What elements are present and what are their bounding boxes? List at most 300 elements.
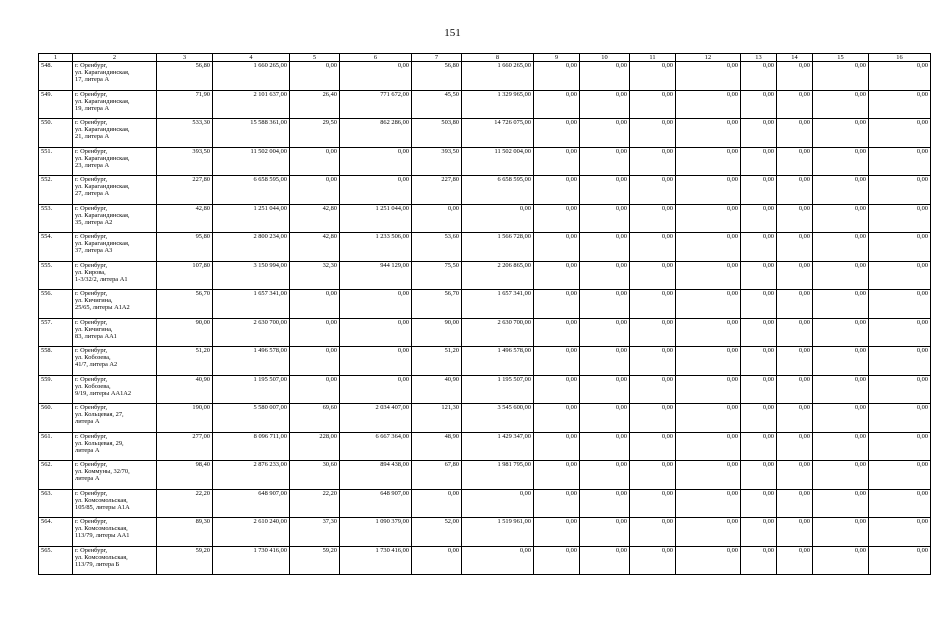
address-line: ул. Карагандинская, [75, 154, 130, 162]
value-cell-col-16: 0,00 [869, 318, 931, 347]
value-cell-col-11: 0,00 [630, 290, 676, 319]
value-cell-col-9: 0,00 [534, 347, 580, 376]
value-cell-col-15: 0,00 [813, 176, 869, 205]
row-number: 557. [39, 318, 73, 347]
value-cell-col-14: 0,00 [777, 290, 813, 319]
value-cell-col-4: 648 907,00 [213, 489, 290, 518]
value-cell-col-4: 1 195 507,00 [213, 375, 290, 404]
address-line: ул. Комсомольская, [75, 525, 128, 533]
value-cell-col-9: 0,00 [534, 404, 580, 433]
value-cell-col-11: 0,00 [630, 347, 676, 376]
value-cell-col-10: 0,00 [580, 347, 630, 376]
value-cell-col-14: 0,00 [777, 176, 813, 205]
value-cell-col-5: 26,40 [290, 90, 340, 119]
value-cell-col-11: 0,00 [630, 318, 676, 347]
value-cell-col-8: 1 660 265,00 [462, 62, 534, 91]
value-cell-col-8: 1 519 961,00 [462, 518, 534, 547]
address-line: г. Оренбург, [75, 176, 108, 183]
value-cell-col-13: 0,00 [741, 204, 777, 233]
value-cell-col-16: 0,00 [869, 489, 931, 518]
value-cell-col-6: 648 907,00 [340, 489, 412, 518]
table-row [39, 233, 931, 262]
value-cell-col-6: 1 233 506,00 [340, 233, 412, 262]
value-cell-col-3: 90,00 [157, 318, 213, 347]
row-number: 565. [39, 546, 73, 575]
value-cell-col-11: 0,00 [630, 546, 676, 575]
value-cell-col-6: 0,00 [340, 147, 412, 176]
value-cell-col-4: 11 502 004,00 [213, 147, 290, 176]
value-cell-col-4: 2 876 233,00 [213, 461, 290, 490]
value-cell-col-3: 393,50 [157, 147, 213, 176]
address-line: г. Оренбург, [75, 62, 108, 69]
value-cell-col-15: 0,00 [813, 90, 869, 119]
value-cell-col-6: 0,00 [340, 290, 412, 319]
value-cell-col-11: 0,00 [630, 233, 676, 262]
address-line: 23, литера А [75, 161, 110, 169]
value-cell-col-16: 0,00 [869, 404, 931, 433]
value-cell-col-3: 190,00 [157, 404, 213, 433]
value-cell-col-14: 0,00 [777, 518, 813, 547]
value-cell-col-8: 3 545 600,00 [462, 404, 534, 433]
value-cell-col-7: 51,20 [412, 347, 462, 376]
page-number: 151 [444, 27, 461, 39]
value-cell-col-15: 0,00 [813, 147, 869, 176]
column-header: 2 [73, 54, 157, 62]
value-cell-col-11: 0,00 [630, 461, 676, 490]
value-cell-col-6: 0,00 [340, 176, 412, 205]
row-number: 556. [39, 290, 73, 319]
row-number: 561. [39, 432, 73, 461]
value-cell-col-15: 0,00 [813, 119, 869, 148]
register-table [38, 53, 931, 575]
value-cell-col-16: 0,00 [869, 204, 931, 233]
address-cell [73, 62, 157, 91]
value-cell-col-12: 0,00 [676, 461, 741, 490]
value-cell-col-3: 89,30 [157, 518, 213, 547]
value-cell-col-9: 0,00 [534, 375, 580, 404]
value-cell-col-5: 30,60 [290, 461, 340, 490]
address-line: г. Оренбург, [75, 90, 108, 98]
column-header: 10 [580, 54, 630, 62]
row-number: 564. [39, 518, 73, 547]
value-cell-col-15: 0,00 [813, 489, 869, 518]
value-cell-col-16: 0,00 [869, 119, 931, 148]
value-cell-col-4: 3 150 994,00 [213, 261, 290, 290]
table-row [39, 546, 931, 575]
value-cell-col-3: 277,00 [157, 432, 213, 461]
column-header: 1 [39, 54, 73, 62]
value-cell-col-12: 0,00 [676, 489, 741, 518]
value-cell-col-6: 2 034 407,00 [340, 404, 412, 433]
value-cell-col-10: 0,00 [580, 546, 630, 575]
column-header: 5 [290, 54, 340, 62]
value-cell-col-8: 1 566 728,00 [462, 233, 534, 262]
address-cell [73, 290, 157, 319]
value-cell-col-8: 0,00 [462, 489, 534, 518]
value-cell-col-4: 1 496 578,00 [213, 347, 290, 376]
value-cell-col-7: 52,00 [412, 518, 462, 547]
table-row [39, 375, 931, 404]
value-cell-col-10: 0,00 [580, 62, 630, 91]
value-cell-col-8: 1 657 341,00 [462, 290, 534, 319]
value-cell-col-13: 0,00 [741, 518, 777, 547]
value-cell-col-14: 0,00 [777, 375, 813, 404]
value-cell-col-11: 0,00 [630, 404, 676, 433]
value-cell-col-13: 0,00 [741, 119, 777, 148]
table-body [39, 62, 931, 575]
address-cell [73, 347, 157, 376]
value-cell-col-16: 0,00 [869, 518, 931, 547]
address-line: ул. Кобозева, [75, 354, 111, 362]
column-header: 15 [813, 54, 869, 62]
table-row [39, 518, 931, 547]
value-cell-col-9: 0,00 [534, 461, 580, 490]
value-cell-col-12: 0,00 [676, 318, 741, 347]
address-line: г. Оренбург, [75, 546, 108, 554]
value-cell-col-8: 0,00 [462, 546, 534, 575]
value-cell-col-14: 0,00 [777, 261, 813, 290]
value-cell-col-7: 53,60 [412, 233, 462, 262]
address-line: ул. Карагандинская, [75, 211, 130, 219]
value-cell-col-11: 0,00 [630, 204, 676, 233]
value-cell-col-16: 0,00 [869, 347, 931, 376]
address-line: г. Оренбург, [75, 375, 108, 383]
value-cell-col-12: 0,00 [676, 90, 741, 119]
value-cell-col-3: 107,80 [157, 261, 213, 290]
address-line: ул. Кирова, [75, 268, 106, 276]
value-cell-col-3: 22,20 [157, 489, 213, 518]
table-row [39, 347, 931, 376]
value-cell-col-12: 0,00 [676, 375, 741, 404]
value-cell-col-10: 0,00 [580, 176, 630, 205]
address-line: г. Оренбург, [75, 204, 108, 212]
value-cell-col-13: 0,00 [741, 233, 777, 262]
column-header: 6 [340, 54, 412, 62]
value-cell-col-5: 0,00 [290, 147, 340, 176]
address-line: ул. Карагандинская, [75, 240, 130, 248]
address-line: 37, литера А3 [75, 247, 113, 255]
value-cell-col-4: 2 610 240,00 [213, 518, 290, 547]
value-cell-col-9: 0,00 [534, 147, 580, 176]
address-line: ул. Карагандинская, [75, 69, 130, 77]
table-row [39, 147, 931, 176]
value-cell-col-8: 1 981 795,00 [462, 461, 534, 490]
value-cell-col-14: 0,00 [777, 347, 813, 376]
column-header: 4 [213, 54, 290, 62]
address-line: ул. Кольцевая, 27, [75, 411, 124, 419]
address-line: г. Оренбург, [75, 404, 108, 411]
value-cell-col-16: 0,00 [869, 90, 931, 119]
value-cell-col-9: 0,00 [534, 233, 580, 262]
value-cell-col-12: 0,00 [676, 518, 741, 547]
value-cell-col-11: 0,00 [630, 90, 676, 119]
row-number: 550. [39, 119, 73, 148]
value-cell-col-13: 0,00 [741, 176, 777, 205]
value-cell-col-7: 227,80 [412, 176, 462, 205]
row-number: 562. [39, 461, 73, 490]
value-cell-col-15: 0,00 [813, 318, 869, 347]
address-cell [73, 318, 157, 347]
value-cell-col-5: 42,80 [290, 204, 340, 233]
value-cell-col-6: 944 129,00 [340, 261, 412, 290]
value-cell-col-4: 15 588 361,00 [213, 119, 290, 148]
address-line: г. Оренбург, [75, 347, 108, 354]
value-cell-col-9: 0,00 [534, 489, 580, 518]
value-cell-col-8: 2 630 700,00 [462, 318, 534, 347]
address-cell [73, 147, 157, 176]
value-cell-col-7: 0,00 [412, 546, 462, 575]
value-cell-col-13: 0,00 [741, 290, 777, 319]
value-cell-col-14: 0,00 [777, 461, 813, 490]
value-cell-col-14: 0,00 [777, 204, 813, 233]
value-cell-col-9: 0,00 [534, 204, 580, 233]
value-cell-col-14: 0,00 [777, 233, 813, 262]
value-cell-col-9: 0,00 [534, 432, 580, 461]
address-line: г. Оренбург, [75, 461, 108, 468]
value-cell-col-3: 533,30 [157, 119, 213, 148]
address-line: литера А [75, 418, 100, 426]
address-cell [73, 119, 157, 148]
address-line: г. Оренбург, [75, 432, 108, 440]
value-cell-col-14: 0,00 [777, 119, 813, 148]
column-header: 8 [462, 54, 534, 62]
value-cell-col-15: 0,00 [813, 204, 869, 233]
table-row [39, 119, 931, 148]
row-number: 563. [39, 489, 73, 518]
value-cell-col-3: 40,90 [157, 375, 213, 404]
value-cell-col-16: 0,00 [869, 546, 931, 575]
column-header: 3 [157, 54, 213, 62]
address-line: ул. Комсомольская, [75, 553, 128, 561]
address-line: ул. Коммуны, 32/70, [75, 468, 130, 476]
value-cell-col-15: 0,00 [813, 62, 869, 91]
address-cell [73, 489, 157, 518]
value-cell-col-12: 0,00 [676, 62, 741, 91]
address-line: г. Оренбург, [75, 147, 108, 155]
value-cell-col-12: 0,00 [676, 204, 741, 233]
value-cell-col-10: 0,00 [580, 432, 630, 461]
column-header: 11 [630, 54, 676, 62]
value-cell-col-7: 56,70 [412, 290, 462, 319]
value-cell-col-14: 0,00 [777, 90, 813, 119]
value-cell-col-9: 0,00 [534, 290, 580, 319]
address-cell [73, 261, 157, 290]
value-cell-col-15: 0,00 [813, 375, 869, 404]
column-header: 16 [869, 54, 931, 62]
value-cell-col-10: 0,00 [580, 318, 630, 347]
value-cell-col-16: 0,00 [869, 461, 931, 490]
value-cell-col-13: 0,00 [741, 404, 777, 433]
value-cell-col-7: 45,50 [412, 90, 462, 119]
address-line: г. Оренбург, [75, 233, 108, 240]
row-number: 552. [39, 176, 73, 205]
address-line: г. Оренбург, [75, 518, 108, 525]
address-cell [73, 90, 157, 119]
address-line: ул. Кичигина, [75, 297, 113, 305]
value-cell-col-6: 0,00 [340, 62, 412, 91]
address-line: 27, литера А [75, 190, 110, 198]
value-cell-col-12: 0,00 [676, 119, 741, 148]
value-cell-col-7: 56,80 [412, 62, 462, 91]
value-cell-col-7: 40,90 [412, 375, 462, 404]
value-cell-col-4: 8 096 711,00 [213, 432, 290, 461]
value-cell-col-5: 37,30 [290, 518, 340, 547]
value-cell-col-9: 0,00 [534, 318, 580, 347]
address-line: 17, литера А [75, 76, 110, 84]
value-cell-col-11: 0,00 [630, 432, 676, 461]
value-cell-col-3: 59,20 [157, 546, 213, 575]
address-line: ул. Карагандинская, [75, 126, 130, 134]
address-line: ул. Карагандинская, [75, 183, 130, 191]
value-cell-col-8: 1 429 347,00 [462, 432, 534, 461]
value-cell-col-13: 0,00 [741, 489, 777, 518]
value-cell-col-5: 0,00 [290, 375, 340, 404]
value-cell-col-4: 1 657 341,00 [213, 290, 290, 319]
table-row [39, 489, 931, 518]
table-row [39, 176, 931, 205]
value-cell-col-7: 393,50 [412, 147, 462, 176]
value-cell-col-9: 0,00 [534, 546, 580, 575]
address-line: 19, литера А [75, 104, 110, 112]
value-cell-col-10: 0,00 [580, 261, 630, 290]
value-cell-col-7: 0,00 [412, 489, 462, 518]
value-cell-col-9: 0,00 [534, 119, 580, 148]
value-cell-col-12: 0,00 [676, 290, 741, 319]
value-cell-col-10: 0,00 [580, 518, 630, 547]
value-cell-col-13: 0,00 [741, 375, 777, 404]
value-cell-col-5: 59,20 [290, 546, 340, 575]
value-cell-col-5: 0,00 [290, 176, 340, 205]
address-cell [73, 546, 157, 575]
address-line: 1-3/32/2, литера А1 [75, 275, 128, 283]
value-cell-col-11: 0,00 [630, 119, 676, 148]
value-cell-col-15: 0,00 [813, 461, 869, 490]
value-cell-col-15: 0,00 [813, 404, 869, 433]
column-header: 9 [534, 54, 580, 62]
value-cell-col-5: 0,00 [290, 290, 340, 319]
value-cell-col-16: 0,00 [869, 261, 931, 290]
value-cell-col-12: 0,00 [676, 432, 741, 461]
row-number: 555. [39, 261, 73, 290]
address-line: 25/65, литеры А1А2 [75, 304, 130, 312]
value-cell-col-5: 22,20 [290, 489, 340, 518]
value-cell-col-14: 0,00 [777, 147, 813, 176]
value-cell-col-10: 0,00 [580, 90, 630, 119]
value-cell-col-3: 56,80 [157, 62, 213, 91]
value-cell-col-10: 0,00 [580, 489, 630, 518]
value-cell-col-5: 0,00 [290, 318, 340, 347]
address-cell [73, 233, 157, 262]
value-cell-col-9: 0,00 [534, 261, 580, 290]
value-cell-col-12: 0,00 [676, 147, 741, 176]
value-cell-col-5: 69,60 [290, 404, 340, 433]
value-cell-col-9: 0,00 [534, 176, 580, 205]
value-cell-col-6: 771 672,00 [340, 90, 412, 119]
value-cell-col-12: 0,00 [676, 546, 741, 575]
value-cell-col-3: 227,80 [157, 176, 213, 205]
value-cell-col-4: 1 730 416,00 [213, 546, 290, 575]
value-cell-col-3: 71,90 [157, 90, 213, 119]
value-cell-col-4: 1 251 044,00 [213, 204, 290, 233]
value-cell-col-14: 0,00 [777, 404, 813, 433]
column-header: 7 [412, 54, 462, 62]
value-cell-col-3: 56,70 [157, 290, 213, 319]
value-cell-col-6: 0,00 [340, 318, 412, 347]
value-cell-col-10: 0,00 [580, 375, 630, 404]
value-cell-col-13: 0,00 [741, 147, 777, 176]
value-cell-col-12: 0,00 [676, 233, 741, 262]
value-cell-col-7: 48,90 [412, 432, 462, 461]
address-line: 35, литера А2 [75, 218, 113, 226]
address-cell [73, 432, 157, 461]
column-number-row [39, 54, 931, 62]
value-cell-col-7: 503,80 [412, 119, 462, 148]
row-number: 553. [39, 204, 73, 233]
row-number: 554. [39, 233, 73, 262]
row-number: 560. [39, 404, 73, 433]
row-number: 548. [39, 62, 73, 91]
address-cell [73, 404, 157, 433]
value-cell-col-10: 0,00 [580, 204, 630, 233]
value-cell-col-11: 0,00 [630, 147, 676, 176]
value-cell-col-15: 0,00 [813, 546, 869, 575]
address-line: 113/79, литера Б [75, 560, 120, 568]
value-cell-col-6: 1 730 416,00 [340, 546, 412, 575]
value-cell-col-11: 0,00 [630, 375, 676, 404]
value-cell-col-4: 2 101 637,00 [213, 90, 290, 119]
address-line: г. Оренбург, [75, 489, 108, 497]
address-line: 113/79, литеры АА1 [75, 532, 130, 540]
address-cell [73, 375, 157, 404]
value-cell-col-10: 0,00 [580, 290, 630, 319]
value-cell-col-6: 0,00 [340, 375, 412, 404]
value-cell-col-13: 0,00 [741, 318, 777, 347]
value-cell-col-10: 0,00 [580, 404, 630, 433]
value-cell-col-5: 0,00 [290, 347, 340, 376]
value-cell-col-14: 0,00 [777, 489, 813, 518]
value-cell-col-16: 0,00 [869, 432, 931, 461]
address-line: 41/7, литера А2 [75, 361, 118, 369]
value-cell-col-16: 0,00 [869, 290, 931, 319]
table-row [39, 404, 931, 433]
value-cell-col-10: 0,00 [580, 461, 630, 490]
address-line: г. Оренбург, [75, 318, 108, 326]
value-cell-col-11: 0,00 [630, 261, 676, 290]
address-line: ул. Кичигина, [75, 325, 113, 333]
value-cell-col-12: 0,00 [676, 176, 741, 205]
table-row [39, 290, 931, 319]
value-cell-col-5: 228,00 [290, 432, 340, 461]
table-row [39, 432, 931, 461]
value-cell-col-13: 0,00 [741, 261, 777, 290]
value-cell-col-11: 0,00 [630, 518, 676, 547]
address-line: ул. Карагандинская, [75, 97, 130, 105]
address-line: г. Оренбург, [75, 119, 108, 126]
row-number: 551. [39, 147, 73, 176]
address-line: 21, литера А [75, 133, 110, 141]
value-cell-col-9: 0,00 [534, 62, 580, 91]
value-cell-col-8: 1 329 965,00 [462, 90, 534, 119]
row-number: 549. [39, 90, 73, 119]
value-cell-col-16: 0,00 [869, 233, 931, 262]
column-header: 14 [777, 54, 813, 62]
address-cell [73, 461, 157, 490]
value-cell-col-4: 6 658 595,00 [213, 176, 290, 205]
value-cell-col-13: 0,00 [741, 461, 777, 490]
address-cell [73, 518, 157, 547]
address-line: 9/19, литеры АА1А2 [75, 389, 132, 397]
value-cell-col-12: 0,00 [676, 347, 741, 376]
